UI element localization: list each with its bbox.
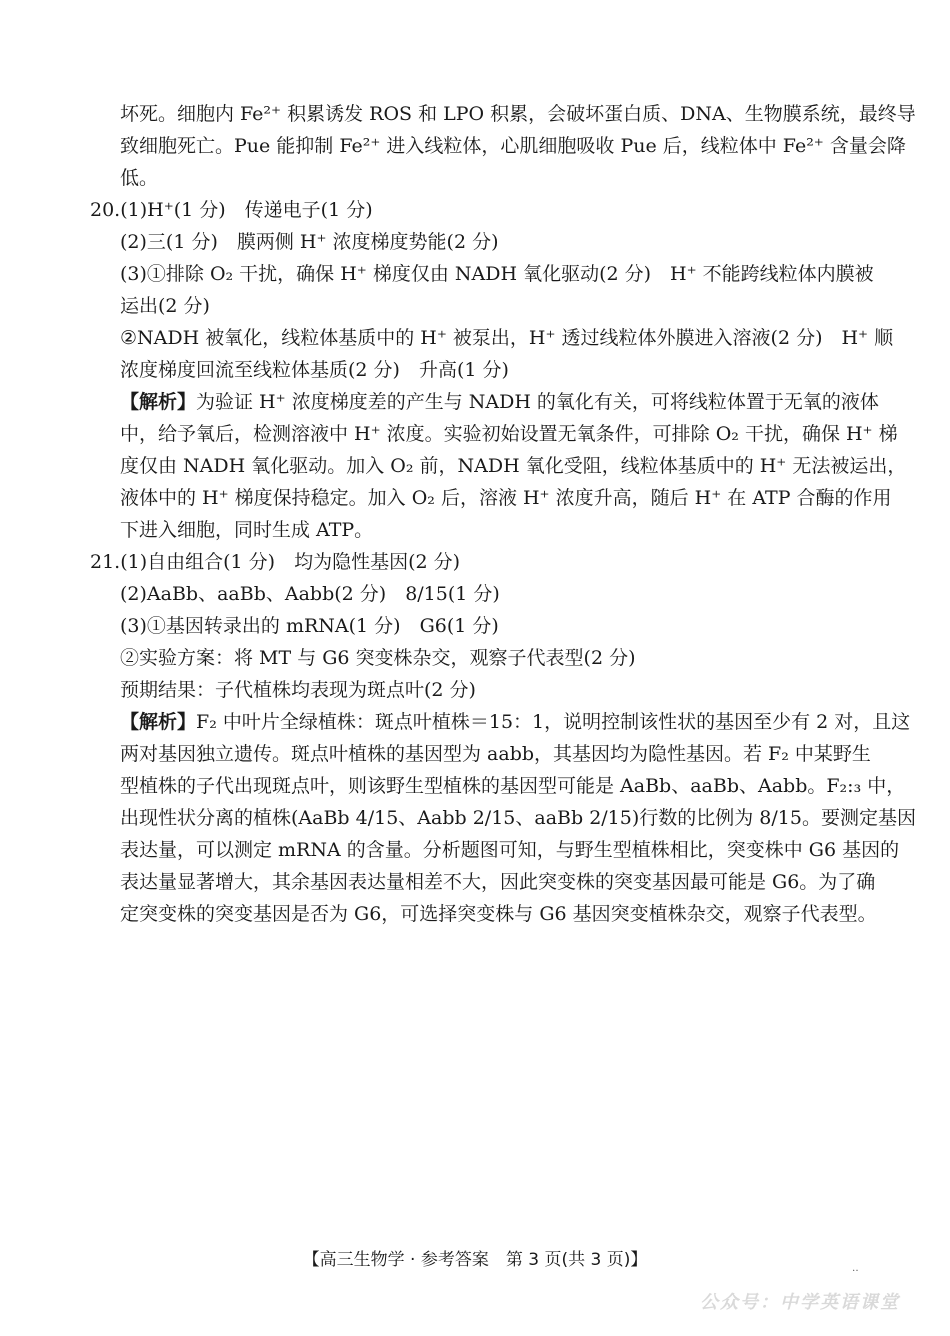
paragraph-line: 低。 — [120, 167, 159, 189]
q21-answer-1: 21.(1)自由组合(1 分) 均为隐性基因(2 分) — [90, 551, 461, 573]
paragraph-line: 致细胞死亡。Pue 能抑制 Fe²⁺ 进入线粒体，心肌细胞吸收 Pue 后，线粒体中 Fe²⁺ 含量会降 — [120, 135, 906, 157]
q21-analysis-first-line — [120, 710, 911, 734]
analysis-line: 出现性状分离的植株(AaBb 4/15、Aabb 2/15、aaBb 2/15)行数的比例为 8/15。要测定基因 — [120, 807, 916, 829]
q20-answer-4: ②NADH 被氧化，线粒体基质中的 H⁺ 被泵出，H⁺ 透过线粒体外膜进入溶液(2 分) H⁺ 顺 — [120, 327, 894, 349]
analysis-line: 定突变株的突变基因是否为 G6，可选择突变株与 G6 基因突变植株杂交，观察子代表型。 — [120, 903, 877, 925]
page-footer: 【高三生物学 · 参考答案 第 3 页(共 3 页)】 — [302, 1250, 648, 1270]
analysis-line: 型植株的子代出现斑点叶，则该野生型植株的基因型可能是 AaBb、aaBb、Aabb。F₂:₃ 中， — [120, 775, 906, 797]
analysis-label: 【解析】 — [120, 711, 197, 733]
analysis-line: 表达量显著增大，其余基因表达量相差不大，因此突变株的突变基因最可能是 G6。为了确 — [120, 871, 876, 893]
corner-mark: ‥ — [852, 1263, 859, 1274]
q21-answer-2: (2)AaBb、aaBb、Aabb(2 分) 8/15(1 分) — [120, 583, 500, 605]
analysis-line: 两对基因独立遗传。斑点叶植株的基因型为 aabb，其基因均为隐性基因。若 F₂ 中某野生 — [120, 743, 871, 765]
q20-answer-3-cont: 运出(2 分) — [120, 295, 210, 317]
analysis-line: 度仅由 NADH 氧化驱动。加入 O₂ 前，NADH 氧化受阻，线粒体基质中的 H⁺ 无法被运出， — [120, 455, 907, 477]
q20-answer-3: (3)①排除 O₂ 干扰，确保 H⁺ 梯度仅由 NADH 氧化驱动(2 分) H⁺ 不能跨线粒体内膜被 — [120, 263, 874, 285]
analysis-line: 下进入细胞，同时生成 ATP。 — [120, 519, 374, 541]
q20-answer-2: (2)三(1 分) 膜两侧 H⁺ 浓度梯度势能(2 分) — [120, 231, 499, 253]
q20-answer-1: 20.(1)H⁺(1 分) 传递电子(1 分) — [90, 199, 373, 221]
analysis-line: 液体中的 H⁺ 梯度保持稳定。加入 O₂ 后，溶液 H⁺ 浓度升高，随后 H⁺ 在 ATP 合酶的作用 — [120, 487, 892, 509]
watermark: 公众号：中学英语课堂 — [700, 1292, 900, 1313]
analysis-text: 为验证 H⁺ 浓度梯度差的产生与 NADH 的氧化有关，可将线粒体置于无氧的液体 — [196, 391, 879, 413]
analysis-line: 表达量，可以测定 mRNA 的含量。分析题图可知，与野生型植株相比，突变株中 G6 基因的 — [120, 839, 900, 861]
analysis-text: F₂ 中叶片全绿植株：斑点叶植株＝15：1，说明控制该性状的基因至少有 2 对，且这 — [196, 711, 911, 733]
q20-answer-4-cont: 浓度梯度回流至线粒体基质(2 分) 升高(1 分) — [120, 359, 509, 381]
q21-answer-5: 预期结果：子代植株均表现为斑点叶(2 分) — [120, 679, 476, 701]
q21-answer-4: ②实验方案：将 MT 与 G6 突变株杂交，观察子代表型(2 分) — [120, 647, 636, 669]
paragraph-line: 坏死。细胞内 Fe²⁺ 积累诱发 ROS 和 LPO 积累，会破坏蛋白质、DNA、生物膜系统，最终导 — [120, 103, 916, 125]
analysis-line: 中，给予氧后，检测溶液中 H⁺ 浓度。实验初始设置无氧条件，可排除 O₂ 干扰，确保 H⁺ 梯 — [120, 423, 898, 445]
analysis-label: 【解析】 — [120, 391, 197, 413]
q20-analysis-first-line — [120, 390, 879, 414]
q21-answer-3: (3)①基因转录出的 mRNA(1 分) G6(1 分) — [120, 615, 499, 637]
